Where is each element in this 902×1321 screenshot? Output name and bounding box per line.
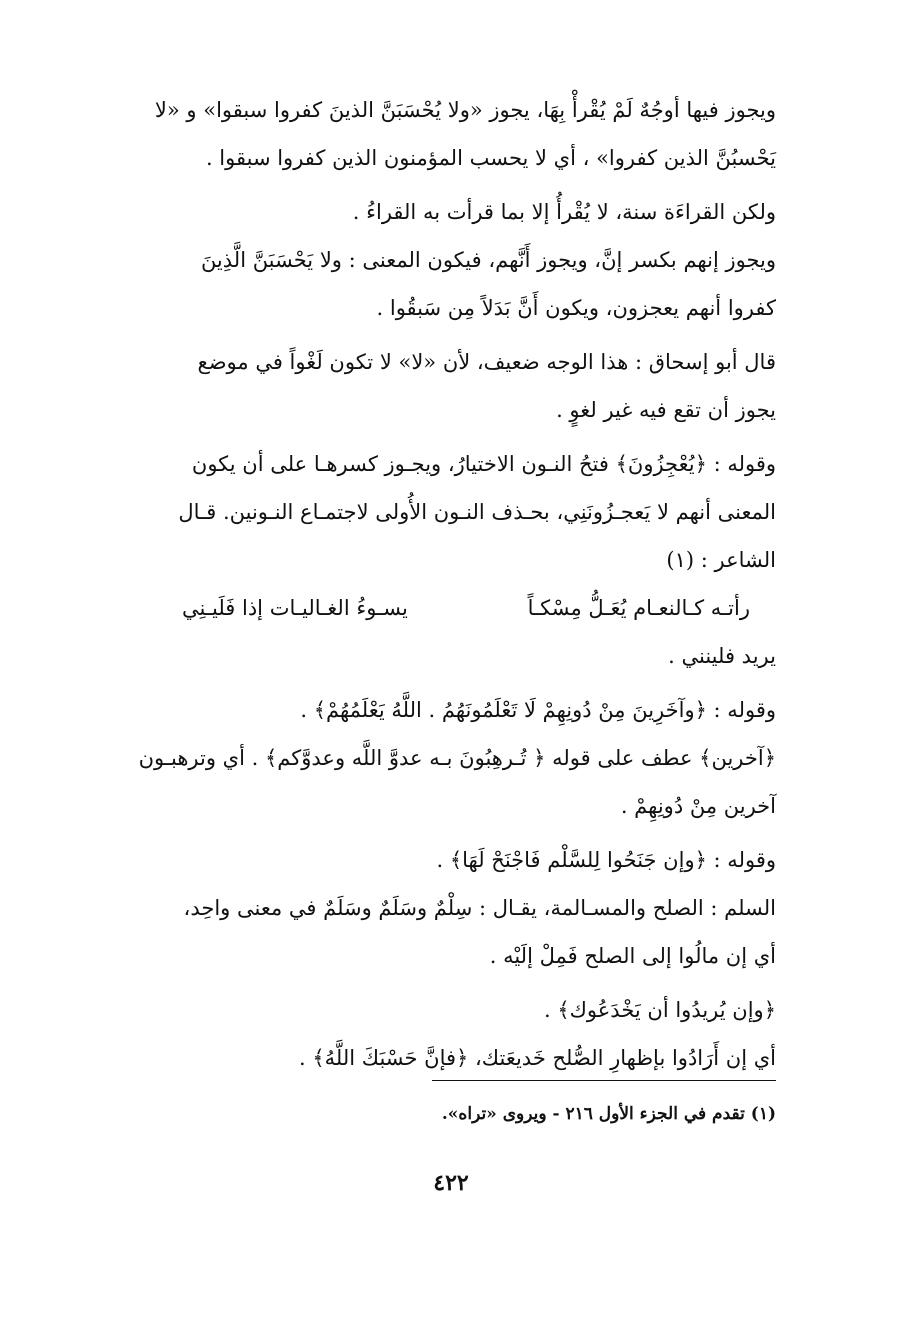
text-line: يريد فلينني . [668,644,776,668]
text-line: الشاعر : (١) [666,548,776,572]
paragraph [112,986,776,1034]
text-line: ويجوز فيها أوجُهٌ لَمْ يُقْرأْ بِهَا، يجوز «ولا يُحْسَبَنَّ الذينَ كفروا سبقوا» و «لا [154,98,776,122]
paragraph [112,884,776,980]
paragraph [112,338,776,434]
text-line: قال أبو إسحاق : هذا الوجه ضعيف، لأن «لا» لا تكون لَغْواً في موضع [197,350,776,374]
text-line: وقوله : ﴿وآخَرِينَ مِنْ دُونِهِمْ لَا تَعْلَمُونَهُمُ . اللَّهُ يَعْلَمُهُمْ﴾ . [300,698,776,722]
paragraph [112,440,776,584]
text-line: السلم : الصلح والمسـالمة، يقـال : سِلْمٌ وسَلَمٌ وسَلَمٌ في معنى واحِد، [183,896,776,920]
verse-first-hemistich: رأتـه كـالنعـام يُعَـلُّ مِسْكـاً [527,596,750,620]
text-line: آخرين مِنْ دُونِهِمْ . [620,794,776,818]
text-line: ويجوز إنهم بكسر إنَّ، ويجوز أَنَّهم، فيكون المعنى : ولا يَحْسَبَنَّ الَّذِينَ [200,248,776,272]
text-line: ﴿آخرين﴾ عطف على قوله ﴿ تُـرهِبُونَ بـه عدوَّ اللَّه وعدوَّكم﴾ . أي وترهبـون [138,746,776,770]
text-line: كفروا أنهم يعجزون، ويكون أَنَّ بَدَلاً مِن سَبقُوا . [376,296,776,320]
footnote: (١) تقدم في الجزء الأول ٢١٦ - ويروى «تراه». [441,1104,776,1124]
text-line: ﴿وإن يُريدُوا أن يَخْدَعُوك﴾ . [543,998,776,1022]
text-line: يَحْسبُنَّ الذين كفروا» ، أي لا يحسب المؤمنون الذين كفروا سبقوا . [205,146,776,170]
text-line: يجوز أن تقع فيه غير لغوٍ . [556,398,776,422]
verse-second-hemistich: يسـوءُ الغـاليـات إذا فَلَيـنِي [182,596,408,620]
paragraph [112,188,776,236]
page-number: ٤٢٢ [433,1170,469,1196]
paragraph [112,1034,776,1082]
paragraph [112,632,776,680]
paragraph [112,86,776,182]
text-line: المعنى أنهم لا يَعجـزُونَنِي، بحـذف النـون الأُولى لاجتمـاع النـونين. قـال [178,500,776,524]
paragraph [112,686,776,734]
text-line: وقوله : ﴿وإن جَنَحُوا لِلسَّلْم فَاجْنَحْ لَهَا﴾ . [436,848,776,872]
text-line: ولكن القراءَة سنة، لا يُقْرأُ إلا بما قرأت به القراءُ . [352,200,776,224]
main-text [112,86,776,1082]
text-line: وقوله : ﴿يُعْجِزُونَ﴾ فتحُ النـون الاختيارُ، ويجـوز كسرهـا على أن يكون [191,452,776,476]
paragraph [112,836,776,884]
paragraph [112,734,776,830]
paragraph [112,236,776,332]
text-line: أي إن أَرَادُوا بإظهارِ الصُّلح خَديعَتك، ﴿فإنَّ حَسْبَكَ اللَّهُ﴾ . [298,1046,776,1070]
footnote-divider [432,1080,776,1081]
poetry-verse [112,584,776,632]
text-line: أي إن مالُوا إلى الصلح فَمِلْ إلَيْه . [489,944,776,968]
